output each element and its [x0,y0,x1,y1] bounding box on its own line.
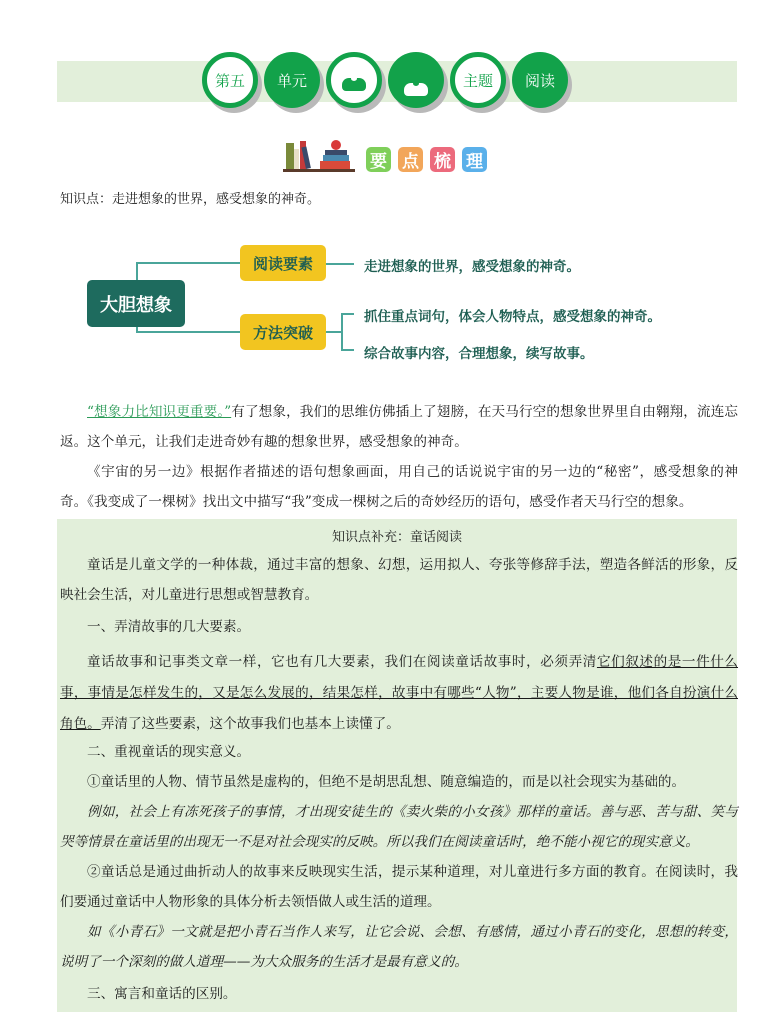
supplement-paragraph-definition: 童话是儿童文学的一种体裁，通过丰富的想象、幻想，运用拟人、夸张等修辞手法，塑造各鲜活的形象，反映社会生活，对儿童进行思想或智慧教育。 [60,557,738,603]
connector-line [341,349,354,351]
badge-decoration-filled [388,52,444,108]
section-title-key-points [283,138,487,172]
supplement-heading-3: 三、寓言和童话的区别。 [87,986,237,1002]
badge-label: 阅读 [524,71,555,90]
badge-unit [264,52,320,108]
badge-unit-number [202,52,258,108]
supplement-paragraph-point-2: ②童话总是通过曲折动人的故事来反映现实生活，提示某种道理，对儿童进行多方面的教育。在阅读时，我们要通过童话中人物形象的具体分析去领悟做人或生活的道理。 [60,864,738,910]
connector-line [341,313,343,351]
badge-theme [450,52,506,108]
badge-label: 主题 [462,71,493,90]
paragraph-text: 有了想象，我们的思维仿佛插上了翅膀，在天马行空的想象世界里自由翱翔，流连忘返。这个单元，让我们走进奇妙有趣的想象世界，感受想象的神奇。 [60,404,738,450]
connector-line [136,331,240,333]
title-tile: 梳 [430,147,455,172]
badge-decoration-outline [326,52,382,108]
mind-map-leaf: 抓住重点词句，体会人物特点，感受想象的神奇。 [364,309,661,325]
title-tile: 点 [398,147,423,172]
badge-label: 第五 [214,71,245,90]
unit-title-badges [202,52,574,114]
connector-line [136,262,240,264]
connector-line [326,263,354,265]
intro-paragraph-2: 《宇宙的另一边》根据作者描述的语句想象画面，用自己的话说说宇宙的另一边的“秘密”，感受想象的神奇。《我变成了一棵树》找出文中描写“我”变成一棵树之后的奇妙经历的语句，感受作者天马行空的想象。 [60,464,738,510]
connector-line [341,313,354,315]
books-apple-icon [283,138,355,172]
connector-line [136,262,138,281]
badge-label: 单元 [276,71,307,90]
supplement-paragraph-elements [60,647,738,740]
cloud-bump-icon [404,83,428,96]
mind-map-branch-method: 方法突破 [240,314,326,350]
mind-map-leaf: 综合故事内容，合理想象，续写故事。 [364,346,594,362]
supplement-heading-1: 一、弄清故事的几大要素。 [87,619,251,635]
title-tile: 要 [366,147,391,172]
badge-reading [512,52,568,108]
cloud-bump-icon [342,78,366,91]
mind-map-leaf: 走进想象的世界，感受想象的神奇。 [364,259,580,275]
intro-paragraph-1 [60,397,738,457]
supplement-paragraph-point-1: ①童话里的人物、情节虽然是虚构的，但绝不是胡思乱想、随意编造的，而是以社会现实为基础的。 [87,774,686,790]
famous-quote: “想象力比知识更重要。” [87,404,232,420]
supplement-title: 知识点补充：童话阅读 [331,530,462,545]
supplement-paragraph-example-2: 如《小青石》一文就是把小青石当作人来写，让它会说、会想、有感情，通过小青石的变化，思想的转变，说明了一个深刻的做人道理——为大众服务的生活才是最有意义的。 [60,924,738,970]
title-tile: 理 [462,147,487,172]
supplement-heading-2: 二、重视童话的现实意义。 [87,744,251,760]
underlined-text: 它们叙述的是一件什么事，事情是怎样发生的，又是怎么发展的，结果怎样，故事中有哪些“人物”，主要人物是谁，他们各自扮演什么角色。 [60,654,739,732]
paragraph-text: 童话故事和记事类文章一样，它也有几大要素，我们在阅读童话故事时，必须弄清 [87,654,597,670]
knowledge-point: 知识点：走进想象的世界，感受想象的神奇。 [60,192,321,207]
mind-map-branch-reading-elements: 阅读要素 [240,245,326,281]
mind-map-root: 大胆想象 [87,280,185,327]
supplement-paragraph-example-1: 例如，社会上有冻死孩子的事情，才出现安徒生的《卖火柴的小女孩》那样的童话。善与恶、苦与甜、笑与哭等情景在童话里的出现无一不是对社会现实的反映。所以我们在阅读童话时，绝不能小视它的现实意义。 [60,804,738,850]
connector-line [326,331,342,333]
paragraph-text: 弄清了这些要素，这个故事我们也基本上读懂了。 [100,716,400,732]
